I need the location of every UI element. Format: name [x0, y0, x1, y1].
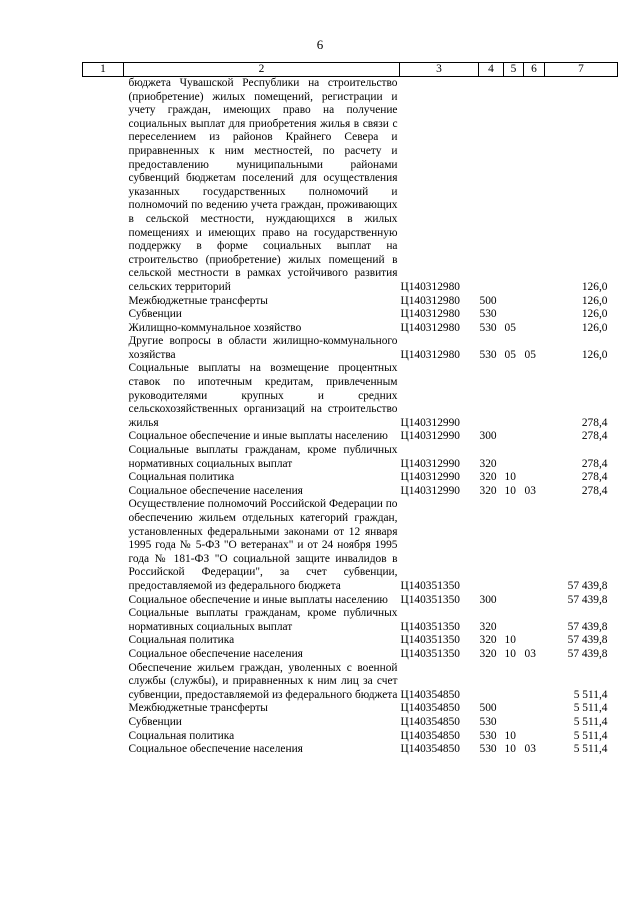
- subsection-cell: [524, 308, 545, 322]
- item-name-cell: Обеспечение жильем граждан, уволенных с военной службы (службы), и приравненных к ним лиц за счет субвенции, предоставляемой из федерального бюджета: [128, 661, 398, 701]
- subsection-cell: [524, 498, 545, 593]
- section-cell: [504, 430, 524, 444]
- expense-type-cell: 320: [479, 634, 497, 647]
- amount-cell: 57 439,8: [567, 593, 608, 606]
- table-row: [83, 444, 618, 471]
- row-number-cell: [83, 498, 124, 593]
- table-row: [83, 607, 618, 634]
- table-row: [83, 362, 618, 430]
- expense-type-cell: 320: [479, 620, 497, 633]
- target-code-cell: Ц140312980: [400, 308, 460, 321]
- section-cell: [504, 607, 524, 634]
- amount-cell: 57 439,8: [567, 579, 608, 592]
- subsection-cell: [524, 730, 545, 744]
- expense-type-cell: [479, 77, 504, 295]
- subsection-cell: [524, 362, 545, 430]
- expense-type-cell: 320: [479, 471, 497, 484]
- target-code-cell: Ц140351350: [400, 579, 460, 592]
- target-code-cell: Ц140351350: [400, 647, 460, 660]
- row-number-cell: [83, 308, 124, 322]
- budget-table: [82, 62, 618, 757]
- row-number-cell: [83, 485, 124, 499]
- header-col-2: 2: [124, 63, 400, 77]
- item-name-cell: Социальное обеспечение и иные выплаты населению: [128, 593, 388, 606]
- target-code-cell: Ц140354850: [400, 702, 460, 715]
- row-number-cell: [83, 662, 124, 703]
- item-name-cell: Субвенции: [128, 715, 182, 728]
- section-cell: [504, 702, 524, 716]
- amount-cell: 278,4: [581, 430, 608, 443]
- amount-cell: 5 511,4: [573, 702, 608, 715]
- section-cell: 10: [504, 743, 516, 756]
- row-number-cell: [83, 430, 124, 444]
- subsection-cell: 03: [524, 647, 536, 660]
- subsection-cell: [524, 662, 545, 703]
- table-row: [83, 634, 618, 648]
- target-code-cell: Ц140354850: [400, 729, 460, 742]
- item-name-cell: Межбюджетные трансферты: [128, 702, 268, 715]
- target-code-cell: Ц140312980: [400, 294, 460, 307]
- expense-type-cell: [479, 662, 504, 703]
- section-cell: [504, 716, 524, 730]
- amount-cell: 5 511,4: [573, 715, 608, 728]
- row-number-cell: [83, 716, 124, 730]
- section-cell: 10: [504, 647, 516, 660]
- subsection-cell: [524, 702, 545, 716]
- section-cell: 10: [504, 471, 516, 484]
- section-cell: [504, 662, 524, 703]
- amount-cell: 5 511,4: [573, 729, 608, 742]
- target-code-cell: Ц140312980: [400, 321, 460, 334]
- item-name-cell: Социальные выплаты на возмещение процентных ставок по ипотечным кредитам, привлеченным руководителями крупных и средних сельскохозяйственных организаций на строительство жилья: [128, 362, 398, 429]
- expense-type-cell: 320: [479, 484, 497, 497]
- amount-cell: 278,4: [581, 484, 608, 497]
- expense-type-cell: 530: [479, 321, 497, 334]
- table-row: [83, 335, 618, 362]
- subsection-cell: [524, 444, 545, 471]
- table-row: [83, 716, 618, 730]
- target-code-cell: Ц140354850: [400, 743, 460, 756]
- table-row: [83, 295, 618, 309]
- subsection-cell: [524, 634, 545, 648]
- item-name-cell: Социальная политика: [128, 729, 235, 742]
- target-code-cell: Ц140351350: [400, 593, 460, 606]
- amount-cell: 126,0: [581, 321, 608, 334]
- table-row: [83, 730, 618, 744]
- subsection-cell: [524, 295, 545, 309]
- table-row: [83, 77, 618, 295]
- amount-cell: 126,0: [581, 348, 608, 361]
- section-cell: 10: [504, 729, 516, 742]
- section-cell: 05: [504, 321, 516, 334]
- item-name-cell: Жилищно-коммунальное хозяйство: [128, 321, 302, 334]
- expense-type-cell: 500: [479, 294, 497, 307]
- item-name-cell: Социальное обеспечение населения: [128, 484, 303, 497]
- section-cell: [504, 295, 524, 309]
- subsection-cell: 03: [524, 743, 536, 756]
- section-cell: 05: [504, 348, 516, 361]
- header-col-6: 6: [524, 63, 545, 77]
- section-cell: [504, 77, 524, 295]
- row-number-cell: [83, 594, 124, 608]
- target-code-cell: Ц140312990: [400, 471, 460, 484]
- expense-type-cell: 530: [479, 715, 497, 728]
- row-number-cell: [83, 702, 124, 716]
- item-name-cell: Социальное обеспечение населения: [128, 647, 303, 660]
- amount-cell: 5 511,4: [573, 688, 608, 701]
- section-cell: 10: [504, 634, 516, 647]
- expense-type-cell: 530: [479, 743, 497, 756]
- row-number-cell: [83, 743, 124, 757]
- section-cell: 10: [504, 484, 516, 497]
- header-col-4: 4: [479, 63, 504, 77]
- target-code-cell: Ц140312990: [400, 416, 460, 429]
- header-col-5: 5: [504, 63, 524, 77]
- row-number-cell: [83, 634, 124, 648]
- item-name-cell: Социальная политика: [128, 634, 235, 647]
- row-number-cell: [83, 295, 124, 309]
- page-number: 6: [316, 37, 324, 52]
- subsection-cell: [524, 322, 545, 336]
- amount-cell: 57 439,8: [567, 647, 608, 660]
- amount-cell: 126,0: [581, 308, 608, 321]
- header-row: [83, 63, 618, 77]
- subsection-cell: [524, 77, 545, 295]
- amount-cell: 126,0: [581, 280, 608, 293]
- target-code-cell: Ц140312990: [400, 430, 460, 443]
- table-row: [83, 648, 618, 662]
- section-cell: [504, 594, 524, 608]
- target-code-cell: Ц140312980: [400, 280, 460, 293]
- expense-type-cell: 320: [479, 647, 497, 660]
- item-name-cell: Межбюджетные трансферты: [128, 294, 268, 307]
- amount-cell: 278,4: [581, 457, 608, 470]
- row-number-cell: [83, 444, 124, 471]
- row-number-cell: [83, 730, 124, 744]
- table-row: [83, 702, 618, 716]
- expense-type-cell: 300: [479, 593, 497, 606]
- target-code-cell: Ц140351350: [400, 620, 460, 633]
- item-name-cell: Социальная политика: [128, 471, 235, 484]
- item-name-cell: Субвенции: [128, 308, 182, 321]
- amount-cell: 57 439,8: [567, 620, 608, 633]
- item-name-cell: Социальные выплаты гражданам, кроме публичных нормативных социальных выплат: [128, 607, 398, 633]
- row-number-cell: [83, 471, 124, 485]
- expense-type-cell: 500: [479, 702, 497, 715]
- subsection-cell: 03: [524, 484, 536, 497]
- table-row: [83, 485, 618, 499]
- section-cell: [504, 444, 524, 471]
- row-number-cell: [83, 77, 124, 295]
- expense-type-cell: 320: [479, 457, 497, 470]
- target-code-cell: Ц140354850: [400, 688, 460, 701]
- table-row: [83, 308, 618, 322]
- target-code-cell: Ц140312980: [400, 348, 460, 361]
- table-row: [83, 322, 618, 336]
- expense-type-cell: 530: [479, 308, 497, 321]
- table-row: [83, 498, 618, 593]
- amount-cell: 278,4: [581, 416, 608, 429]
- target-code-cell: Ц140354850: [400, 715, 460, 728]
- row-number-cell: [83, 648, 124, 662]
- item-name-cell: Социальные выплаты гражданам, кроме публичных нормативных социальных выплат: [128, 444, 398, 470]
- table-row: [83, 594, 618, 608]
- expense-type-cell: 530: [479, 348, 497, 361]
- expense-type-cell: [479, 362, 504, 430]
- item-name-cell: Осуществление полномочий Российской Федерации по обеспечению жильем отдельных категорий граждан, установленных федеральными законами от 12 января 1995 года № 5-ФЗ "О ветеранах" и от 24 ноября 1995 года № 181-ФЗ "О социальной защите инвалидов в Российской Федерации", за счет субвенции, предоставляемой из федерального бюджета: [128, 498, 398, 592]
- header-col-1: 1: [83, 63, 124, 77]
- amount-cell: 57 439,8: [567, 634, 608, 647]
- amount-cell: 278,4: [581, 471, 608, 484]
- item-name-cell: Социальное обеспечение населения: [128, 743, 303, 756]
- subsection-cell: [524, 607, 545, 634]
- expense-type-cell: 300: [479, 430, 497, 443]
- section-cell: [504, 362, 524, 430]
- expense-type-cell: 530: [479, 729, 497, 742]
- item-name-cell: бюджета Чувашской Республики на строительство (приобретение) жилых помещений, регистрации и учету граждан, имеющих право на получение социальных выплат для приобретения жилья в связи с переселением из районов Крайнего Севера и приравненных к ним местностей, по расчету и предоставлению муниципальными районами субвенций бюджетам поселений для осуществления указанных государственных полномочий и полномочий по ведению учета граждан, проживающих в сельской местности, нуждающихся в жилых помещениях и имеющих право на государственную поддержку в форме социальных выплат на строительство (приобретение) жилых помещений в сельской местности в рамках устойчивого развития сельских территорий: [128, 77, 398, 293]
- row-number-cell: [83, 322, 124, 336]
- target-code-cell: Ц140351350: [400, 634, 460, 647]
- section-cell: [504, 498, 524, 593]
- table-row: [83, 430, 618, 444]
- subsection-cell: [524, 716, 545, 730]
- amount-cell: 5 511,4: [573, 743, 608, 756]
- amount-cell: 126,0: [581, 294, 608, 307]
- row-number-cell: [83, 335, 124, 362]
- target-code-cell: Ц140312990: [400, 484, 460, 497]
- table-row: [83, 662, 618, 703]
- section-cell: [504, 308, 524, 322]
- subsection-cell: [524, 594, 545, 608]
- header-col-7: 7: [545, 63, 618, 77]
- table-row: [83, 471, 618, 485]
- subsection-cell: [524, 430, 545, 444]
- row-number-cell: [83, 607, 124, 634]
- item-name-cell: Другие вопросы в области жилищно-коммунального хозяйства: [128, 335, 398, 361]
- expense-type-cell: [479, 498, 504, 593]
- row-number-cell: [83, 362, 124, 430]
- subsection-cell: 05: [524, 348, 536, 361]
- header-col-3: 3: [400, 63, 479, 77]
- target-code-cell: Ц140312990: [400, 457, 460, 470]
- subsection-cell: [524, 471, 545, 485]
- table-row: [83, 743, 618, 757]
- item-name-cell: Социальное обеспечение и иные выплаты населению: [128, 430, 388, 443]
